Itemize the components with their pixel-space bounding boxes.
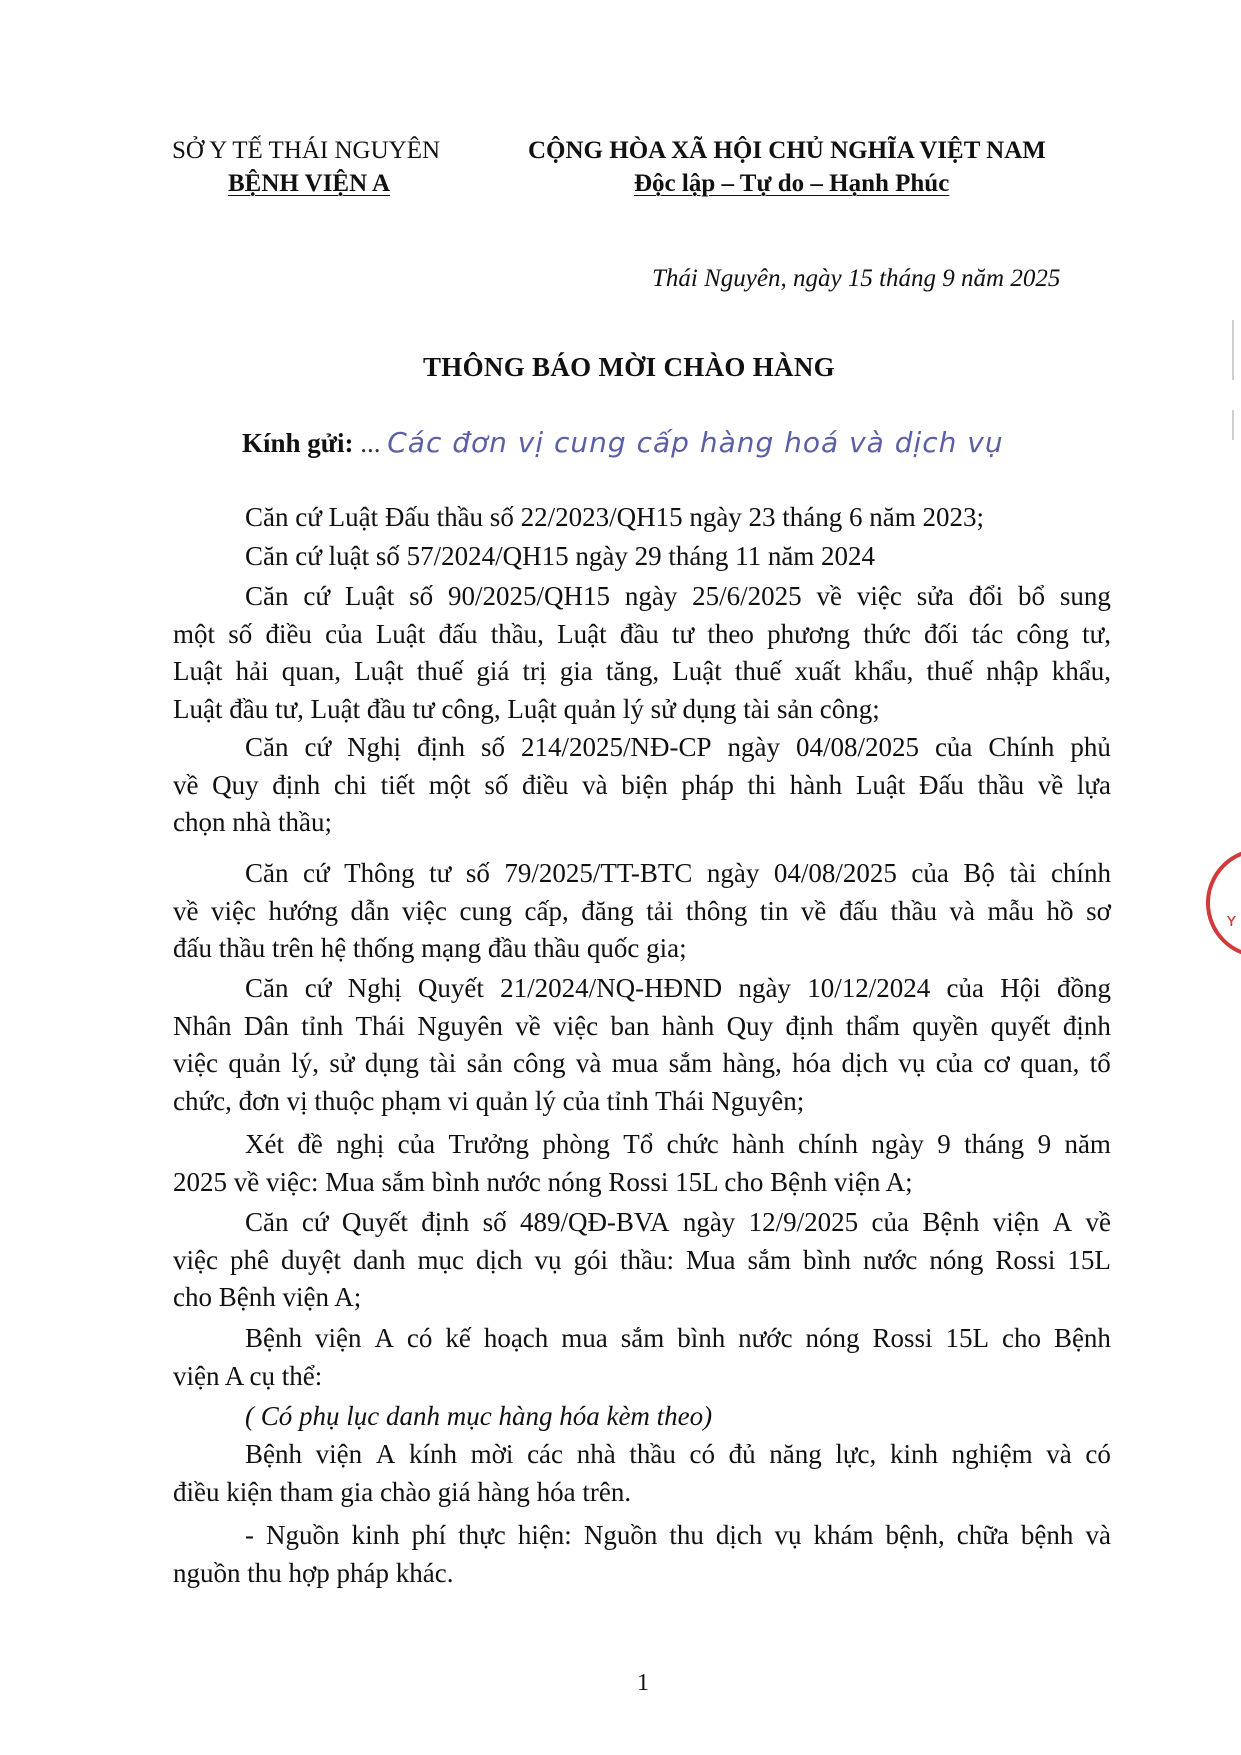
paragraph-line: ( Có phụ lục danh mục hàng hóa kèm theo) [245,1401,713,1431]
body-paragraph [173,538,1111,576]
paragraph-line: Xét đề nghị của Trưởng phòng Tổ chức hành chính ngày 9 tháng 9 năm [245,1129,1111,1159]
body-paragraph [173,1398,1111,1436]
paragraph-line: 2025 về việc: Mua sắm bình nước nóng Rossi 15L cho Bệnh viện A; [173,1166,913,1197]
paragraph-line: cho Bệnh viện A; [173,1282,362,1312]
paragraph-line: Căn cứ Nghị định số 214/2025/NĐ-CP ngày 04/08/2025 của Chính phủ [245,732,1111,762]
paragraph-line: đấu thầu trên hệ thống mạng đầu thầu quốc gia; [173,933,687,963]
paragraph-line: Căn cứ Luật số 90/2025/QH15 ngày 25/6/2025 về việc sửa đổi bổ sung [245,581,1111,611]
paragraph-line: Nhân Dân tỉnh Thái Nguyên về việc ban hành Quy định thẩm quyền quyết định [173,1010,1111,1041]
document-title: THÔNG BÁO MỜI CHÀO HÀNG [423,352,835,382]
national-motto: Độc lập – Tự do – Hạnh Phúc [634,170,950,197]
paragraph-line: - Nguồn kinh phí thực hiện: Nguồn thu dịch vụ khám bệnh, chữa bệnh và [245,1520,1111,1550]
recipient-line [242,426,1004,459]
recipient-handwritten: Các đơn vị cung cấp hàng hoá và dịch vụ [387,426,1004,459]
scan-edge-mark [1232,410,1234,440]
paragraph-line: Luật đầu tư, Luật đầu tư công, Luật quản lý sử dụng tài sản công; [173,693,880,724]
date-line: Thái Nguyên, ngày 15 tháng 9 năm 2025 [652,265,1061,292]
paragraph-line: điều kiện tham gia chào giá hàng hóa trên. [173,1476,632,1507]
paragraph-line: về Quy định chi tiết một số điều và biện pháp thi hành Luật Đấu thầu về lựa [173,769,1111,800]
paragraph-line: một số điều của Luật đấu thầu, Luật đầu tư theo phương thức đối tác công tư, [173,618,1111,649]
paragraph-line: chọn nhà thầu; [173,807,332,837]
scan-edge-mark [1232,320,1234,380]
body-paragraph [173,1126,1111,1201]
recipient-dots: ... [360,428,381,458]
paragraph-line: Bệnh viện A có kế hoạch mua sắm bình nước nóng Rossi 15L cho Bệnh [245,1323,1111,1353]
paragraph-line: chức, đơn vị thuộc phạm vi quản lý của tỉnh Thái Nguyên; [173,1085,805,1116]
recipient-label: Kính gửi: [242,428,354,458]
body-paragraph [173,729,1111,842]
country-name: CỘNG HÒA XÃ HỘI CHỦ NGHĨA VIỆT NAM [528,137,1046,164]
paragraph-line: Căn cứ Thông tư số 79/2025/TT-BTC ngày 04/08/2025 của Bộ tài chính [245,858,1111,888]
paragraph-line: nguồn thu hợp pháp khác. [173,1557,454,1588]
paragraph-line: Luật hải quan, Luật thuế giá trị gia tăng, Luật thuế xuất khẩu, thuế nhập khẩu, [173,656,1111,686]
body-paragraph [173,1436,1111,1511]
paragraph-line: Căn cứ luật số 57/2024/QH15 ngày 29 tháng 11 năm 2024 [245,541,876,571]
paragraph-line: Căn cứ Nghị Quyết 21/2024/NQ-HĐND ngày 10/12/2024 của Hội đồng [245,973,1111,1003]
body-paragraph [173,1204,1111,1317]
paragraph-line: việc phê duyệt danh mục dịch vụ gói thầu: Mua sắm bình nước nóng Rossi 15L [173,1244,1111,1275]
page-number: 1 [637,1670,649,1696]
seal-mark-icon: ʏ [1226,910,1237,931]
body-paragraph [173,578,1111,728]
official-seal-stamp [1206,848,1241,958]
paragraph-line: Căn cứ Quyết định số 489/QĐ-BVA ngày 12/9/2025 của Bệnh viện A về [245,1207,1111,1237]
body-paragraph [173,1517,1111,1592]
hospital-name: BỆNH VIỆN A [228,170,391,197]
paragraph-line: Bệnh viện A kính mời các nhà thầu có đủ năng lực, kinh nghiệm và có [245,1439,1111,1469]
paragraph-line: Căn cứ Luật Đấu thầu số 22/2023/QH15 ngày 23 tháng 6 năm 2023; [245,502,985,532]
body-paragraph [173,855,1111,968]
paragraph-line: về việc hướng dẫn việc cung cấp, đăng tải thông tin về đấu thầu và mẫu hồ sơ [173,895,1111,926]
department-name: SỞ Y TẾ THÁI NGUYÊN [172,137,441,164]
body-paragraph [173,1320,1111,1395]
body-paragraph [173,970,1111,1120]
paragraph-line: viện A cụ thể: [173,1360,323,1391]
paragraph-line: việc quản lý, sử dụng tài sản công và mua sắm hàng, hóa dịch vụ của cơ quan, tổ [173,1048,1111,1078]
body-paragraph [173,499,1111,537]
